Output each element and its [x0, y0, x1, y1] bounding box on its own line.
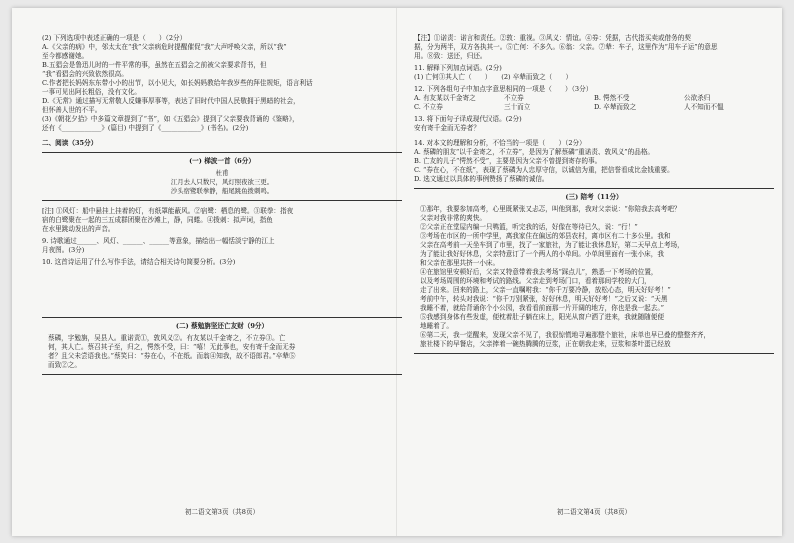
question-line: D. 选文通过以具体的事例赞扬了蔡磷的诚信。: [414, 175, 549, 183]
prose-line: 蔡磷，字勉旃，吴县人。重诺责①，敦风义②。有友某以千金寄之，不立券③。亡: [48, 334, 286, 342]
question-line: 14. 对本文的理解和分析，不恰当的一项是（ ）（2分）: [414, 139, 586, 147]
question-line: (1) 亡何③其人亡（ ） (2) 卒辇而致之（ ）: [414, 73, 573, 81]
question-line: 一事可见出阿长粗俗，没有文化。: [42, 88, 141, 96]
question-line: 11. 解释下列加点词语。(2分): [414, 64, 502, 72]
narrative-line: 父亲对我非常的爽快。: [420, 214, 486, 222]
page-footer-left: 初二语文第3页（共8页）: [184, 508, 260, 516]
option-text: C. 不立券: [414, 103, 443, 111]
question-13: [414, 115, 774, 133]
section-2-heading: 二、阅读（35分）: [42, 139, 98, 147]
prose-title: (二) 蔡勉旃坚还亡友财（9分）: [175, 322, 269, 330]
narrative-line: 地睡着了。: [420, 322, 453, 330]
prose-box: [42, 317, 402, 375]
question-line: C. “券在心，不在纸”，表现了蔡磷为人忠厚守信，以诚信为重，把信誉看成比金钱重要。: [414, 166, 674, 174]
question-10: 10. 这首诗运用了什么写作手法，请结合相关诗句简要分析。(3分): [42, 258, 236, 266]
narrative-line: ⑥第二天，我一觉醒来，发现父亲不见了，我很惊慌地寻遍那整个旅社，床单也早已叠的整整齐齐，: [420, 331, 711, 339]
narrative-title: (三) 陪考（11分）: [565, 193, 623, 201]
narrative-line: 我睡不着，就给背诵你个小公园，我看看前面那一片开阔的地方，你也是我一起去。”: [420, 304, 665, 312]
prose-line: 者？且父未尝语我也。”蔡笑曰：“券在心，不在纸。而翁④知我，故不语郎君。”卒辇⑤: [48, 352, 296, 360]
question-line: 安有寄千金而无券者？: [414, 124, 480, 132]
narrative-line: 以及考场周围的环境和考试的路线。父亲走到考场门口，看着那间学校的大门，: [420, 277, 651, 285]
question-line: “我”看猖会的兴致依然很高。: [42, 70, 128, 78]
option-text: 三十而立: [504, 103, 531, 111]
note-line: 据，分为两半，双方各执其一。⑤亡何：不多久。⑥翁：父亲。⑦辇：车子，这里作为“用车子运”的意思: [414, 43, 718, 51]
left-page: [42, 34, 402, 381]
page-footer-right: 初二语文第4页（共8页）: [556, 508, 632, 516]
prose-notes: [414, 34, 774, 61]
question-line: 月夜图。(3分): [42, 246, 85, 254]
question-9: [42, 237, 402, 255]
question-line: A. 蔡磷的朋友“以千金寄之，不立券”，是因为了解蔡磷“重诺责、敦风义”的品格。: [414, 148, 655, 156]
poem-line: 江月去人只数尺，风灯照夜欲三更。: [170, 178, 274, 186]
option-text: 不立券: [504, 94, 524, 102]
prose-line: 何，其人亡。蔡召其子至，归之，愕然不受，曰：“嘻！无此事也，安有寄千金而无券: [48, 343, 296, 351]
question-line: 但怀善人世的不平。: [42, 106, 102, 114]
poem-notes: [42, 207, 402, 234]
narrative-line: 旅社楼下的早餐店，父亲捧着一碗热腾腾的豆浆，正在朝我走来，豆浆和茶叶蛋已经放: [420, 340, 671, 348]
option-text: 人不知而不愠: [684, 103, 724, 111]
narrative-line: 考前中午，转头对我说：“你千万别紧张，好好休息，明天好好考！”之后又说：“天黑: [420, 295, 668, 303]
exam-sheet: [12, 8, 782, 536]
answer-space: [42, 267, 402, 313]
question-line: (3)《朝花夕拾》中多篇文章提到了“书”，如《五猖会》提到了父亲要我背诵的《鉴略》，: [42, 115, 299, 123]
poem-author: 杜甫: [215, 169, 229, 177]
question-line: 至今都感谢她。: [42, 52, 89, 60]
note-line: 用。⑧致：送还，归还。: [414, 52, 487, 60]
option-text: A. 有友某以千金寄之: [414, 94, 476, 102]
option-text: D. 卒辇而致之: [594, 103, 637, 111]
narrative-line: 走了出来。回来的路上，父亲一直嘱咐我：“你千万要冷静，放松心态，明天好好考！”: [420, 286, 671, 294]
poem-title: (一) 梯波一首（6分）: [189, 157, 255, 165]
question-line: 还有《____________》(篇目) 中提到了《____________》(书名)。(2分): [42, 124, 249, 132]
note-line: [注] ①风灯：船中悬挂上挂着的灯，有纸罩能蔽风。②宿鹭：栖息的鹭。③联拳：指夜: [42, 207, 294, 215]
narrative-line: ⑤我感到身体有些发虚，便枕着肚子躺在床上，阳光从窗户洒了进来，我就随随便便: [420, 313, 664, 321]
narrative-line: ③考场在市区的一所中学里，离我家住在偏远的郊县农村，离市区有二十多公里。我和: [420, 232, 671, 240]
prose-text: [48, 334, 396, 370]
narrative-text: [420, 205, 768, 349]
question-line: B.五猖会是鲁迅儿时的一件平常的事，虽然在五猖会之前被父亲要求背书，但: [42, 61, 267, 69]
question-12: 12. 下列各组句子中加点字意思相同的一项是（ ）（3分）: [414, 85, 593, 93]
option-text: 公欲杀归: [684, 94, 711, 102]
narrative-line: ④在旅馆里安顿好后，父亲又特意带着我去考场“踩点儿”，熟悉一下考场的位置，: [420, 268, 658, 276]
prose-line: 而致②之。: [48, 361, 81, 369]
narrative-line: 父亲在高考前一天坐车到了市里，找了一家旅社，为了能让我休息好，第二天早点上考场，: [420, 241, 684, 249]
question-line: 13. 将下面句子译成现代汉语。(2分): [414, 115, 522, 123]
question-line: C.作者把长妈妈东东带小小的出节，以小见大，如长妈妈教给年我岁些的拜佳规矩，语言利话: [42, 79, 313, 87]
question-11: [414, 64, 774, 82]
question-12-options-row: [414, 103, 774, 112]
narrative-line: ②父亲正在堂屋内编一只鸭篮，听完我的话，好像在等待已久，说：“行！”: [420, 223, 638, 231]
right-page: [414, 34, 774, 360]
narrative-line: 和父亲在那里共挤一小床。: [420, 259, 500, 267]
note-line: 【注】①诺责：诺言和责任。②敦：重视。③风义：情谊。④券：凭据，古代指买卖或借务的契: [414, 34, 691, 42]
note-line: 在水里跳动发出的声音。: [42, 225, 115, 233]
poem-box: [42, 152, 402, 201]
question-line: B. 亡友的儿子“愕然不受”，主要是因为父亲不曾提到寄存的事。: [414, 157, 602, 165]
question-8-block: [42, 34, 402, 133]
narrative-box: [414, 188, 774, 354]
narrative-line: ①那年，我要参加高考，心里既紧张又忐忑，叫他到那，我对父亲说：“你陪我去高考吧？: [420, 205, 681, 213]
narrative-line: 为了能让我好好休息，父亲特意订了一个两人的小单间。小单间里面有一张小床，我: [420, 250, 664, 258]
question-12-options-row: [414, 94, 774, 103]
option-text: B. 愕然不受: [594, 94, 630, 102]
question-line: A.《父亲的病》中，邻太太在“我”父亲病危时提醒催促“我”大声呼唤父亲，所以“我”: [42, 43, 287, 51]
question-line: (2) 下列选项中表述正确的一项是（ ）（2分）: [42, 34, 187, 42]
question-line: D.《无常》通过描写无常敬人反嫌事厚事等，表达了旧时代中国人民敬拥于黑暗的社会，: [42, 97, 300, 105]
question-14: [414, 139, 774, 184]
question-line: 9. 诗歌通过______、风灯、______、______等意象，描绘出一幅恬淡宁静的江上: [42, 237, 275, 245]
poem-line: 沙头宿鹭联拳静，船尾跳鱼拨刺鸣。: [170, 187, 274, 195]
note-line: 宿的白鹭聚在一起的三五成群团聚在沙滩上，静，同蜷。④拨刺：拟声词，指鱼: [42, 216, 273, 224]
